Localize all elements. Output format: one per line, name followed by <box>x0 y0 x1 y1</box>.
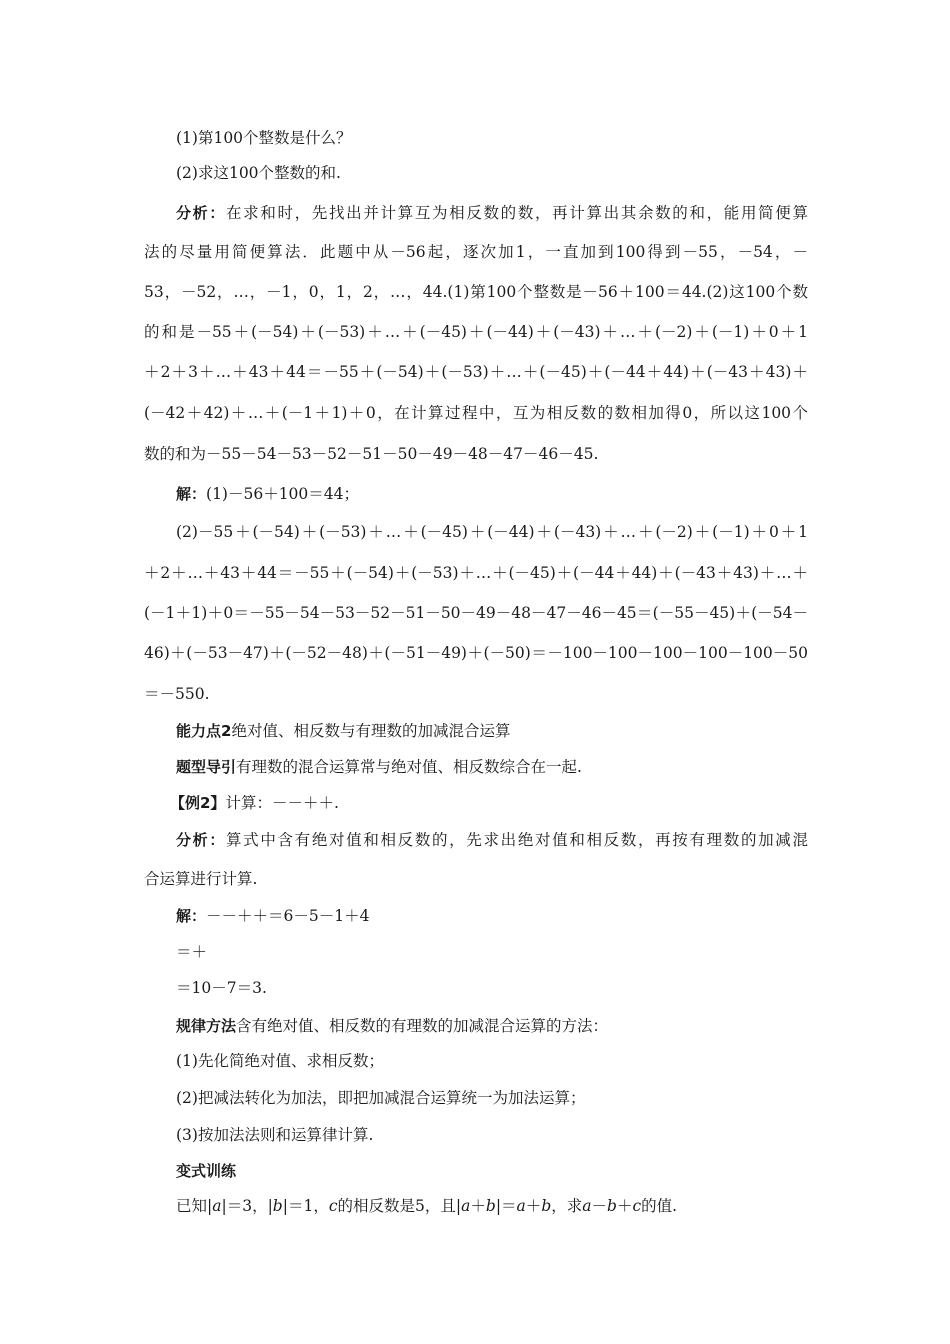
analysis-label: 分析： <box>176 831 226 849</box>
analysis-label: 分析： <box>176 204 226 222</box>
question-2: (2)求这100个整数的和. <box>176 164 341 182</box>
example-label: 【例2】 <box>170 794 226 812</box>
solution-1-line: 解：(1)－56＋100＝44； <box>176 485 360 503</box>
ability-heading: 能力点2绝对值、相反数与有理数的加减混合运算 <box>176 722 511 740</box>
solution-1-line: (－1＋1)＋0＝－55－54－53－52－51－50－49－48－47－46－45＝(－55－45)＋(－54－ <box>144 604 808 622</box>
solution-1-line: ＋2＋…＋43＋44＝－55＋(－54)＋(－53)＋…＋(－45)＋(－44＋44)＋(－43＋43)＋…＋ <box>144 564 808 582</box>
solution-2-line: 解：－－＋＋＝6－5－1＋4 <box>176 907 370 925</box>
analysis-1-line: 分析：在求和时，先找出并计算互为相反数的数，再计算出其余数的和，能用简便算 <box>176 204 808 222</box>
example-2-line: 【例2】计算：－－＋＋. <box>170 794 339 812</box>
solution-2-line: ＝10－7＝3. <box>176 979 267 997</box>
method-heading: 规律方法含有绝对值、相反数的有理数的加减混合运算的方法： <box>176 1017 609 1035</box>
solution-label: 解： <box>176 907 207 925</box>
method-step: (1)先化简绝对值、求相反数； <box>176 1052 384 1070</box>
practice-heading: 变式训练 <box>176 1162 237 1180</box>
analysis-1-line: 数的和为－55－54－53－52－51－50－49－48－47－46－45. <box>144 445 599 463</box>
practice-problem: 已知|a|＝3，|b|＝1，c的相反数是5，且|a＋b|＝a＋b，求a－b＋c的值. <box>176 1197 678 1215</box>
solution-1-line: (2)－55＋(－54)＋(－53)＋…＋(－45)＋(－44)＋(－43)＋…＋(－2)＋(－1)＋0＋1 <box>176 523 808 541</box>
analysis-2-line: 分析：算式中含有绝对值和相反数的，先求出绝对值和相反数，再按有理数的加减混 <box>176 831 808 849</box>
analysis-1-line: 53，－52，…，－1，0，1，2，…，44.(1)第100个整数是－56＋100＝44.(2)这100个数 <box>144 283 808 301</box>
analysis-1-line: (－42＋42)＋…＋(－1＋1)＋0，在计算过程中，互为相反数的数相加得0，所以这100个 <box>144 404 808 422</box>
analysis-2-line: 合运算进行计算. <box>144 870 258 888</box>
ability-label: 能力点2 <box>176 722 232 740</box>
analysis-1-line: 法的尽量用简便算法．此题中从－56起，逐次加1，一直加到100得到－55，－54，－ <box>144 243 808 261</box>
method-step: (2)把减法转化为加法，即把加减混合运算统一为加法运算； <box>176 1089 586 1107</box>
solution-1-line: ＝－550. <box>144 685 210 703</box>
solution-2-line: ＝＋ <box>176 943 208 961</box>
question-1: (1)第100个整数是什么？ <box>176 129 352 147</box>
method-label: 规律方法 <box>176 1017 237 1035</box>
method-step: (3)按加法法则和运算律计算. <box>176 1126 374 1144</box>
guide-line: 题型导引有理数的混合运算常与绝对值、相反数综合在一起. <box>176 758 582 776</box>
analysis-1-line: ＋2＋3＋…＋43＋44＝－55＋(－54)＋(－53)＋…＋(－45)＋(－44＋44)＋(－43＋43)＋ <box>144 363 808 381</box>
solution-label: 解： <box>176 485 207 503</box>
analysis-1-line: 的和是－55＋(－54)＋(－53)＋…＋(－45)＋(－44)＋(－43)＋…＋(－2)＋(－1)＋0＋1 <box>144 323 808 341</box>
solution-1-line: 46)＋(－53－47)＋(－52－48)＋(－51－49)＋(－50)＝－100－100－100－100－100－50 <box>144 644 808 662</box>
guide-label: 题型导引 <box>176 758 237 776</box>
